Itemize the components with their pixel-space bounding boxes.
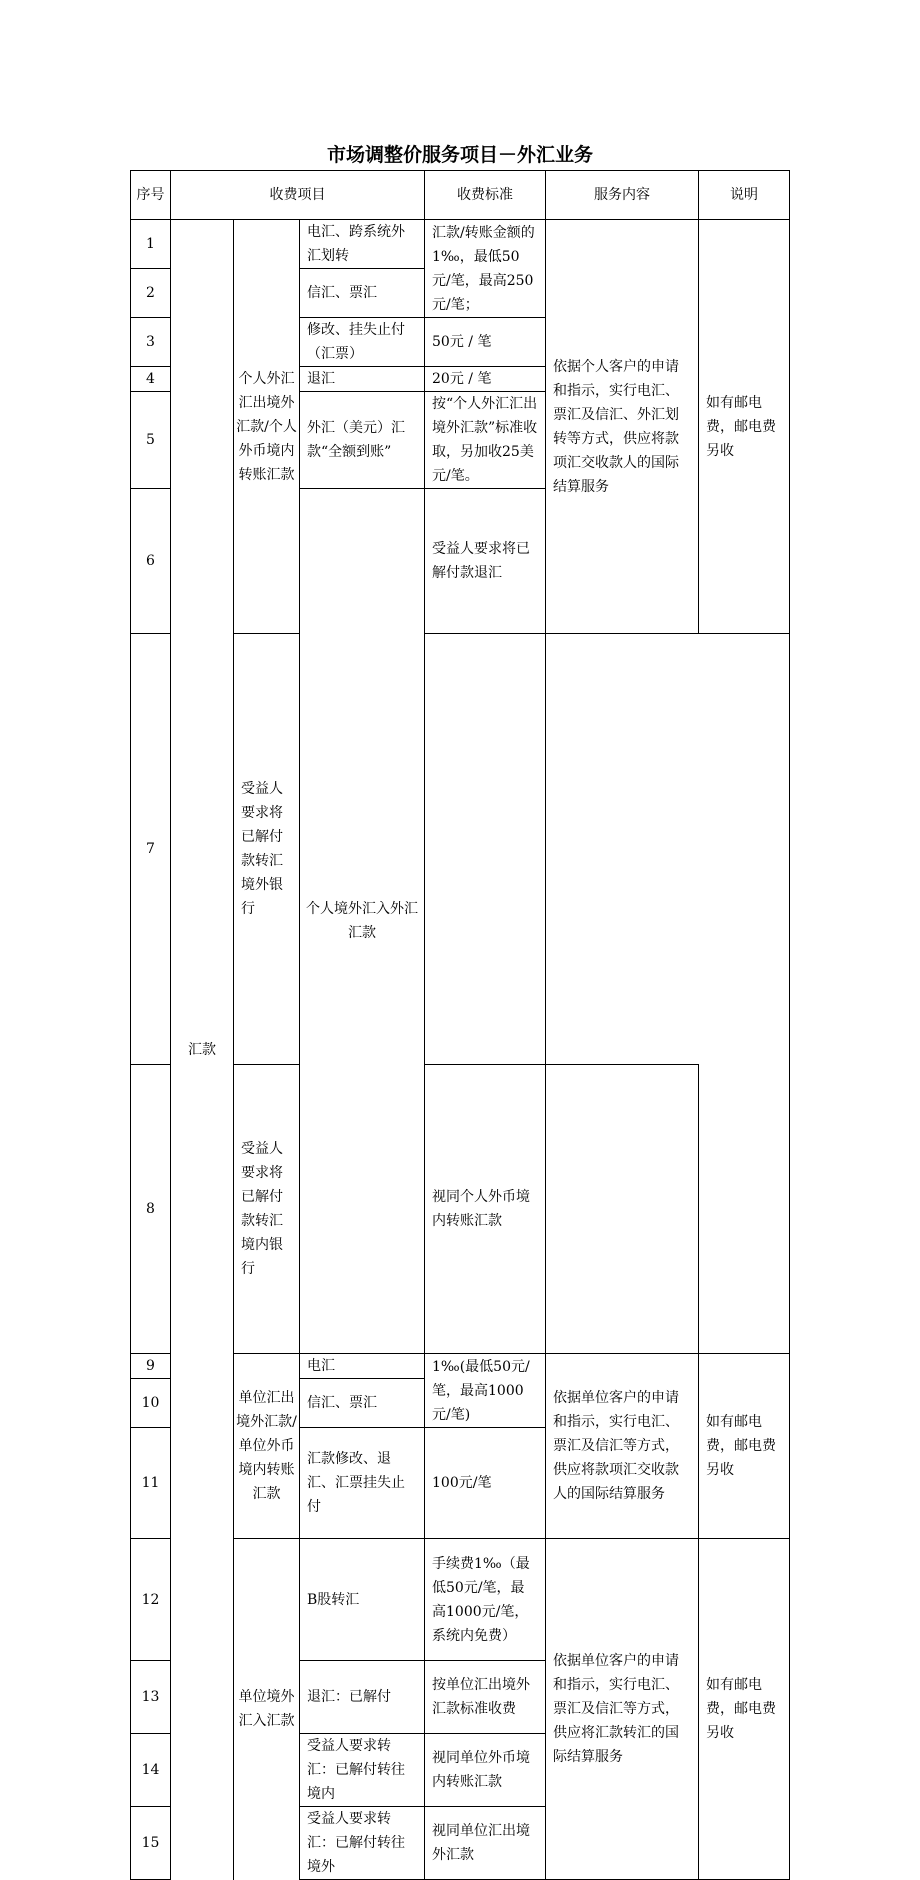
row-number: 10: [131, 1379, 171, 1428]
item-cell: 受益人要求将已解付款转汇境外银行: [234, 634, 300, 1065]
item-cell: B股转汇: [300, 1539, 425, 1661]
header-row: [131, 171, 790, 220]
header-content: 服务内容: [546, 171, 699, 220]
row-number: 13: [131, 1661, 171, 1734]
row-number: 1: [131, 220, 171, 269]
item-cell: 受益人要求转汇：已解付转往境外: [300, 1807, 425, 1880]
item-cell: 汇款修改、退汇、汇票挂失止付: [300, 1428, 425, 1539]
table-row: [131, 220, 790, 269]
header-standard: 收费标准: [425, 171, 546, 220]
item-cell: 信汇、票汇: [300, 269, 425, 318]
note-cell: 如有邮电费，邮电费另收: [699, 220, 790, 634]
item-cell: 电汇: [300, 1354, 425, 1379]
row-number: 3: [131, 318, 171, 367]
row-number: 11: [131, 1428, 171, 1539]
category-cell: 汇款: [171, 220, 234, 1880]
fee-table: [130, 170, 790, 1880]
item-cell: 外汇（美元）汇款“全额到账”: [300, 392, 425, 489]
standard-cell: 视同单位外币境内转账汇款: [425, 1734, 546, 1807]
item-cell: 信汇、票汇: [300, 1379, 425, 1428]
group-cell: 个人境外汇入外汇汇款: [300, 489, 425, 1354]
row-number: 5: [131, 392, 171, 489]
item-cell: 退汇：已解付: [300, 1661, 425, 1734]
note-cell: [546, 1064, 699, 1353]
standard-cell: 100元/笔: [425, 1428, 546, 1539]
note-cell: 如有邮电费，邮电费另收: [699, 1354, 790, 1539]
header-note: 说明: [699, 171, 790, 220]
row-number: 14: [131, 1734, 171, 1807]
item-cell: 受益人要求将已解付款退汇: [425, 489, 546, 634]
note-cell: 如有邮电费，邮电费另收: [699, 1539, 790, 1880]
item-cell: 修改、挂失止付（汇票）: [300, 318, 425, 367]
item-cell: 受益人要求将已解付款转汇境内银行: [234, 1064, 300, 1353]
standard-cell: 视同单位汇出境外汇款: [425, 1807, 546, 1880]
row-number: 9: [131, 1354, 171, 1379]
item-cell: 受益人要求转汇：已解付转往境内: [300, 1734, 425, 1807]
standard-cell: 视同个人外币境内转账汇款: [425, 1064, 546, 1353]
row-number: 6: [131, 489, 171, 634]
standard-cell: 按单位汇出境外汇款标准收费: [425, 1661, 546, 1734]
row-number: 7: [131, 634, 171, 1065]
standard-cell: 50元 / 笔: [425, 318, 546, 367]
standard-cell: 按“个人外汇汇出境外汇款”标准收取，另加收25美元/笔。: [425, 392, 546, 489]
standard-cell: 1‰(最低50元/笔，最高1000元/笔): [425, 1354, 546, 1428]
row-number: 15: [131, 1807, 171, 1880]
page-title: 市场调整价服务项目－外汇业务: [326, 144, 593, 166]
content-cell: 依据单位客户的申请和指示，实行电汇、票汇及信汇等方式，供应将汇款转汇的国际结算服务: [546, 1539, 699, 1880]
content-cell: 依据个人客户的申请和指示，实行电汇、票汇及信汇、外汇划转等方式，供应将款项汇交收款人的国际结算服务: [546, 220, 699, 634]
group-cell: 个人外汇汇出境外汇款/个人外币境内转账汇款: [234, 220, 300, 634]
row-number: 8: [131, 1064, 171, 1353]
header-item: 收费项目: [171, 171, 425, 220]
row-number: 4: [131, 367, 171, 392]
item-cell: 电汇、跨系统外汇划转: [300, 220, 425, 269]
row-number: 2: [131, 269, 171, 318]
standard-cell: 20元 / 笔: [425, 367, 546, 392]
standard-cell: 汇款/转账金额的1‰，最低50元/笔，最高250元/笔；: [425, 220, 546, 318]
header-no: 序号: [131, 171, 171, 220]
group-cell: 单位汇出境外汇款/单位外币境内转账汇款: [234, 1354, 300, 1539]
note-cell: [425, 634, 546, 1065]
item-cell: 退汇: [300, 367, 425, 392]
row-number: 12: [131, 1539, 171, 1661]
content-cell: 依据单位客户的申请和指示，实行电汇、票汇及信汇等方式，供应将款项汇交收款人的国际结算服务: [546, 1354, 699, 1539]
group-cell: 单位境外汇入汇款: [234, 1539, 300, 1880]
standard-cell: 手续费1‰（最低50元/笔，最高1000元/笔，系统内免费）: [425, 1539, 546, 1661]
